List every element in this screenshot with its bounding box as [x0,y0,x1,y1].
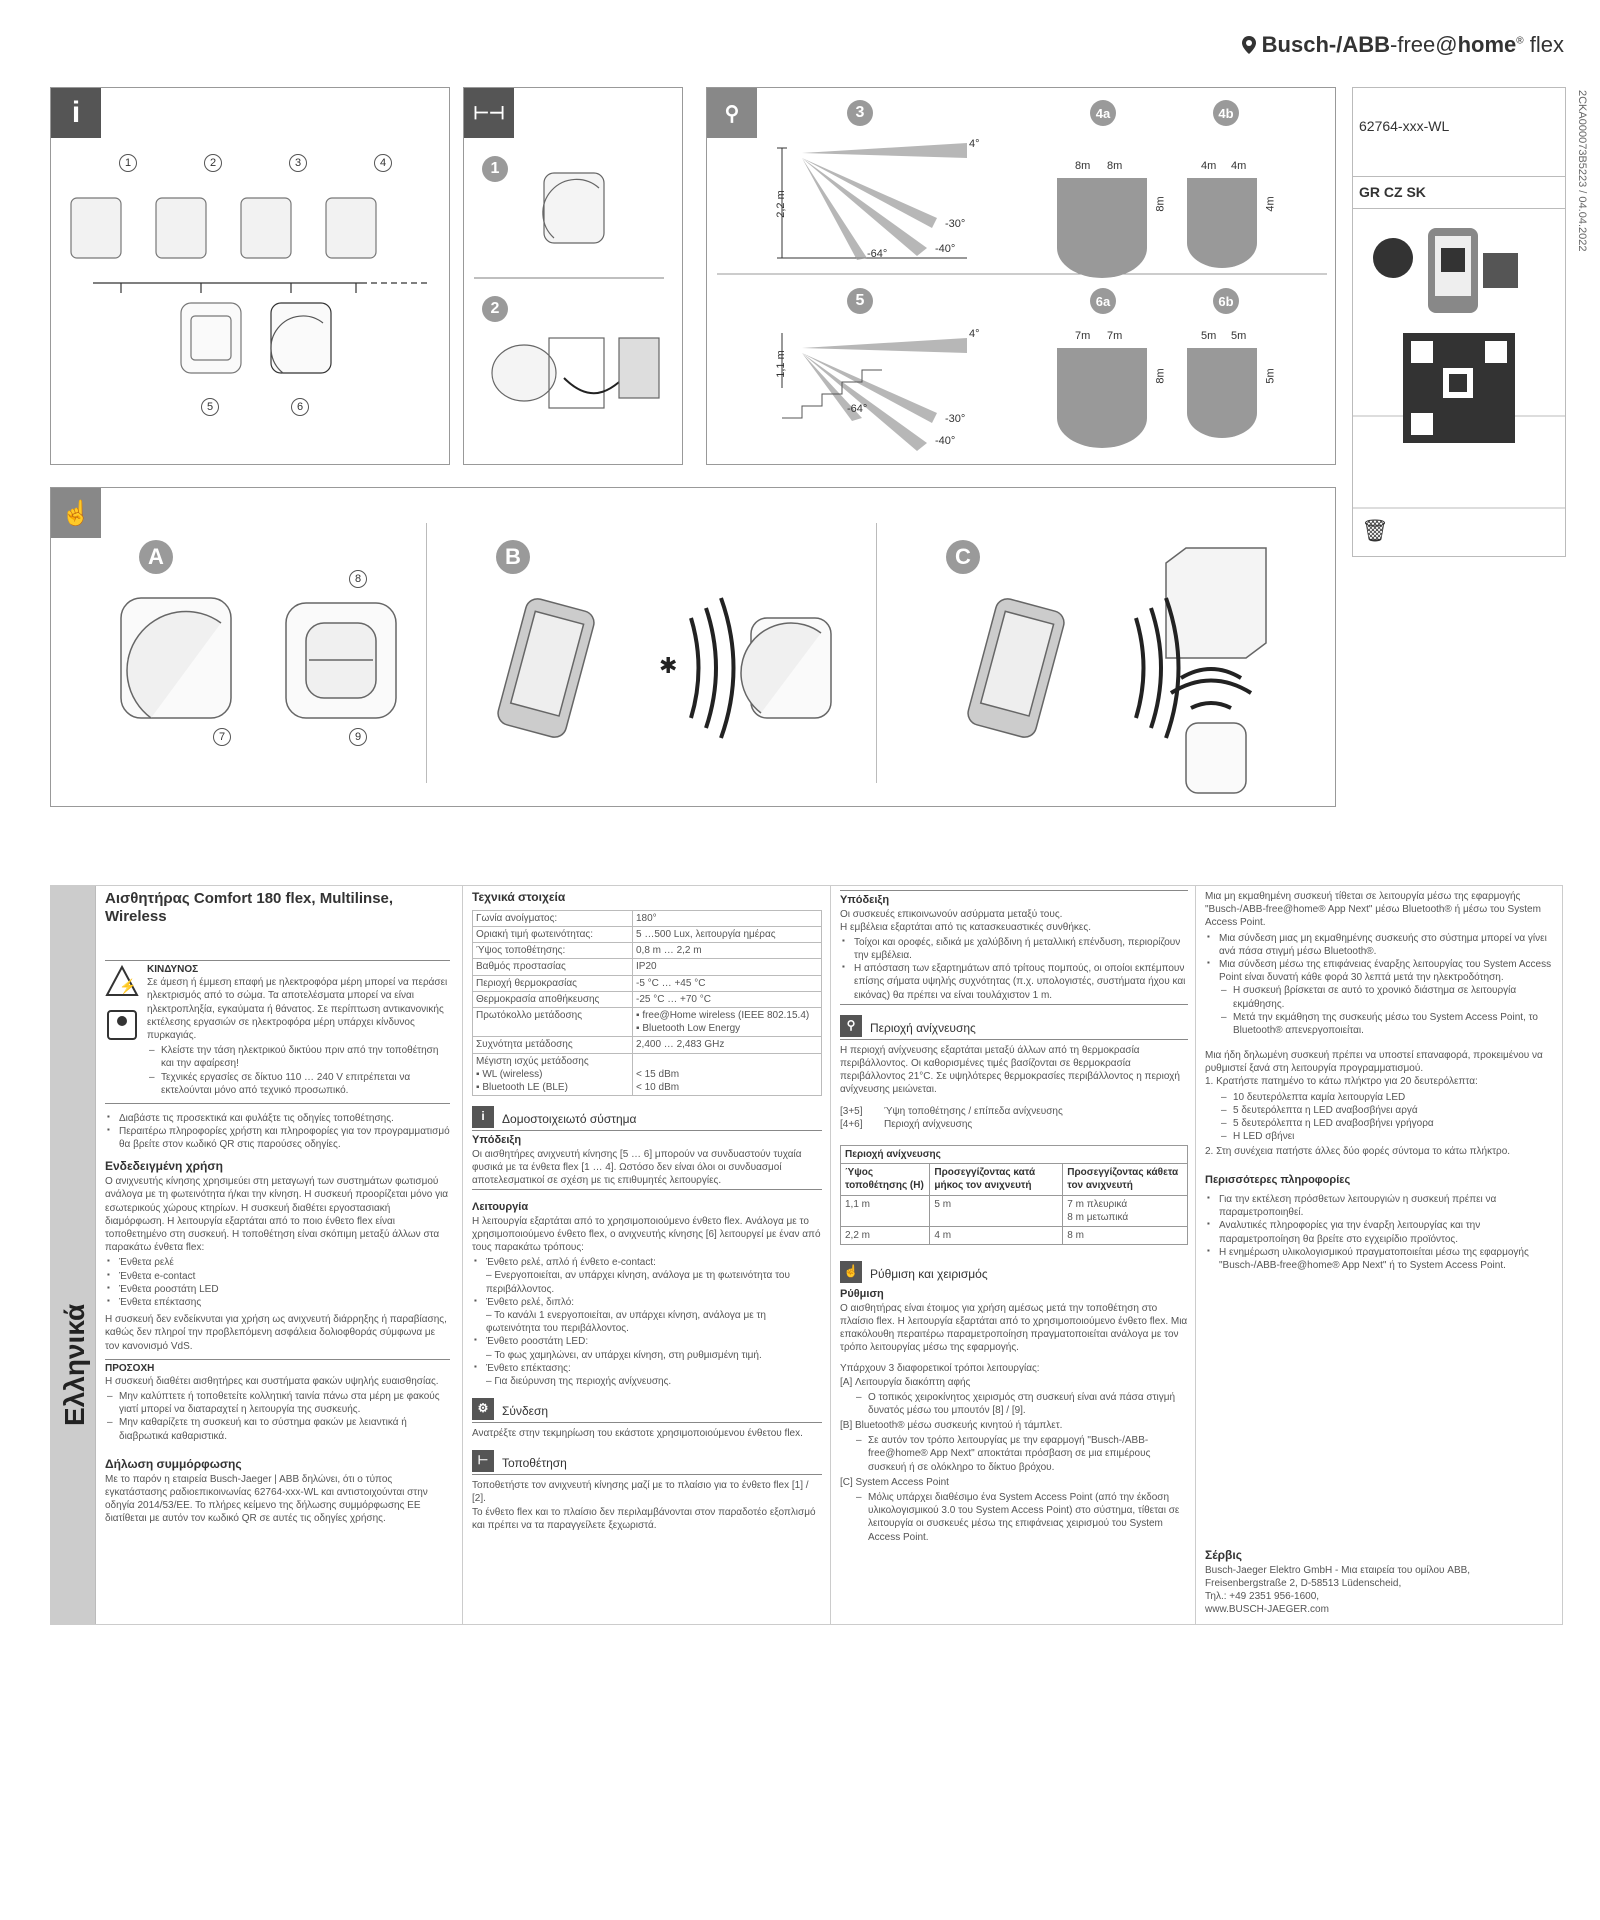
range-4a-w1: 8m [1075,160,1091,172]
angle-30-top: -30° [945,218,966,230]
column-2 [472,890,822,1532]
mode-c-badge: C [946,540,980,574]
modes-intro: Υπάρχουν 3 διαφορετικοί τρόποι λειτουργίας: [840,1363,1040,1375]
callout-8: 8 [349,570,367,588]
mounting-panel [463,87,683,465]
callout-5: 5 [201,398,219,416]
range-fig-6a: 6a [1090,288,1116,314]
svg-text:✱: ✱ [659,654,678,679]
callout-3: 3 [289,154,307,172]
note-1: ▪ Διαβάστε τις προσεκτικά και φυλάξτε τις οδηγίες τοποθέτησης. [105,1112,450,1125]
mounting-text: Τοποθετήστε τον ανιχνευτή κίνησης μαζί με το πλαίσιο για το ένθετο flex [1] / [2]. Το ένθετο flex και το πλαίσιο δεν περιλαμβάνονται στον παραδοτέο εξοπλισμό και πρέπει να τα παραγγείλετε ξεχωριστά. [472,1480,816,1531]
mounting-heading: ⊢ Τοποθέτηση [472,1450,822,1475]
product-title: Αισθητήρας Comfort 180 flex, Multilinse, Wireless [105,890,394,925]
radio-hint-item-2: ▪ Η απόσταση των εξαρτημάτων από τρίτους πομπούς, οι οποίοι εκπέμπουν επίσης σήματα υψηλής συχνότητας (π.χ. υπολογιστές, συστήματα ήχου και εικόνας) θα πρέπει να είναι τουλάχιστον 1 m. [840,962,1188,1002]
commission-text: Μια μη εκμαθημένη συσκευή τίθεται σε λειτουργία μέσω της εφαρμογής "Busch-/ABB-free@home® App Next" μέσω Bluetooth® ή μέσω του System Access Point. [1205,891,1541,929]
person-range-icon: ⚲ [707,88,757,138]
detection-range-table: Περιοχή ανίχνευσης Ύψος τοποθέτησης (H) Προσεγγίζοντας κατά μήκος τον ανιχνευτή Προσεγγίζοντας κάθετα τον ανιχνευτή 1,1 m 5 m 7 m πλευρικά 8 m μετωπικά 2,2 m 4 m 8 m [840,1145,1188,1245]
func-item-2: ▪ Ένθετο ρελέ, διπλό: – Το κανάλι 1 ενεργοποιείται, αν υπάρχει κίνηση, ανάλογα με τη φωτεινότητα του περιβάλλοντος. [472,1296,822,1336]
more-info-item-3: ▪ Η ενημέρωση υλικολογισμικού πραγματοποιείται μέσω της εφαρμογής "Busch-/ABB-free@home® App Next" ή το System Access Point. [1205,1246,1555,1272]
range-fig-3: 3 [847,100,873,126]
range-4a-h: 8m [1154,196,1167,212]
brand-logo [1242,32,1564,58]
height-label-top: 2,2 m [774,190,787,218]
language-label: Ελληνικά [59,1303,90,1426]
address-line-4[interactable]: www.BUSCH-JAEGER.com [1205,1604,1329,1616]
intended-use-text-2: Η συσκευή δεν ενδείκνυται για χρήση ως ανιχνευτή διάρρηξης ή παραβίασης, καθώς δεν πληροί την προβλεπόμενη ασφάλεια δολιοφθοράς σύμφωνα με τον κανονισμό VdS. [105,1314,447,1352]
angle-64-bottom: -64° [847,403,868,415]
document-code: 2CKA000073B5223 / 04.04.2022 [1576,90,1588,252]
range-4b-w2: 4m [1231,160,1247,172]
conformity-text: Με το παρόν η εταιρεία Busch-Jaeger | ABB δηλώνει, ότι ο τύπος εγκατάστασης ραδιοεπικοινωνίας 62764-xxx-WL και αντιστοιχούνται στην οδηγία 2014/53/ΕΕ. Το πλήρες κείμενο της δήλωσης συμμόρφωσης ΕΕ διατίθεται με αυτόν τον κωδικό QR σε αυτές τις οδηγίες χρήσης. [105,1473,428,1525]
range-6a-w2: 7m [1107,330,1123,342]
mode-c-text: – Μόλις υπάρχει διαθέσιμο ένα System Access Point (από την έκδοση υλικολογισμικού 3.0 του System Access Point) στο σύστημα, τίθεται σε λειτουργία οι συσκευές μέσω της επιφάνειας χειρισμού του System Access Point. [840,1491,1188,1544]
column-3 [840,890,1188,1546]
column-4 [1205,890,1555,1616]
radio-hint-text: Οι συσκευές επικοινωνούν ασύρματα μεταξύ τους. Η εμβέλεια εξαρτάται από τις κατασκευαστικές συνθήκες. [840,908,1091,933]
mode-b-title: [B] Bluetooth® μέσω συσκευής κινητού ή τάμπλετ. [840,1420,1063,1432]
angle-4-top: 4° [969,138,980,150]
danger-text: Σε άμεση ή έμμεση επαφή με ηλεκτροφόρα μέρη μπορεί να περάσει ηλεκτρισμός από το σώμα. Τα αποτελέσματα μπορεί να είναι ηλεκτροπληξία, εγκαύματα ή θάνατος. Σε περίπτωση αντικανονικής εκτέλεσης εργασιών σε ηλεκτροφόρα μέρη υπάρχει κίνδυνος πυρκαγιάς. [147,977,448,1041]
mode-a-title: [A] Λειτουργία διακόπτη αφής [840,1376,971,1388]
hint-text: Οι αισθητήρες ανιχνευτή κίνησης [5 … 6] μπορούν να συνδυαστούν τυχαία φυσικά με τα ένθετα flex [1 … 4]. Ωστόσο δεν είναι όλοι οι συνδυασμοί αποτελεσματικοί σε σχέση με τις επιθυμητές λειτουργίες. [472,1148,822,1191]
commission-item-2: ▪ Μια σύνδεση μέσω της επιφάνειας έναρξης λειτουργίας του System Access Point είναι δυνατή κάθε φορά 30 λεπτά μετά την ηλεκτροδότηση. [1205,958,1555,984]
attention-title: ΠΡΟΣΟΧΗ [105,1362,155,1374]
weee-bin-icon: 🗑 [1361,518,1389,543]
settings-text: Ο αισθητήρας είναι έτοιμος για χρήση αμέσως μετά την τοποθέτηση στο πλαίσιο flex. Η λειτουργία εξαρτάται από το χρησιμοποιούμενο ένθετο flex. Μια επακόλουθη περαιτέρω παραμετροποίηση πραγματοποιείται ανάλογα με τον τρόπο λειτουργίας μέσω της εφαρμογής. [840,1302,1188,1354]
commission-sub-1: – Η συσκευή βρίσκεται σε αυτό το χρονικό διάστημα σε λειτουργία εκμάθησης. [1205,984,1555,1010]
conformity-title: Δήλωση συμμόρφωσης [105,1456,242,1471]
attention-item-2: – Μην καθαρίζετε τη συσκευή και το σύστημα φακών με λειαντικά ή διαβρωτικά καθαριστικά. [105,1416,450,1442]
angle-64-top: -64° [867,248,888,260]
operation-panel [50,487,1336,807]
mode-a-text: – Ο τοπικός χειροκίνητος χειρισμός στη συσκευή είναι ανά πάσα στιγμή δυνατός μέσω του μπουτόν [8] / [9]. [840,1391,1188,1417]
intended-use-title: Ενδεδειγμένη χρήση [105,1159,223,1174]
mount-step-1: 1 [482,156,508,182]
range-6b-w2: 5m [1231,330,1247,342]
brand-free: -free@ [1390,32,1458,57]
reset-sub-1: – 10 δευτερόλεπτα καμία λειτουργία LED [1205,1091,1555,1104]
callout-1: 1 [119,154,137,172]
reset-sub-3: – 5 δευτερόλεπτα η LED αναβοσβήνει γρήγορα [1205,1117,1555,1130]
danger-item-1: – Κλείστε την τάση ηλεκτρικού δικτύου πριν από την τοποθέτηση και την αφαίρεση! [147,1044,450,1070]
system-overview-panel [50,87,450,465]
angle-4-bottom: 4° [969,328,980,340]
range-4b-w1: 4m [1201,160,1217,172]
func-item-1: ▪ Ένθετο ρελέ, απλό ή ένθετο e-contact: – Ενεργοποιείται, αν υπάρχει κίνηση, ανάλογα με τη φωτεινότητα του περιβάλλοντος. [472,1256,822,1296]
connection-text: Ανατρέξτε στην τεκμηρίωση του εκάστοτε χρησιμοποιούμενου ένθετου flex. [472,1428,803,1440]
person-icon: ⚲ [840,1015,862,1037]
brand-busch: Busch- [1261,32,1337,57]
modular-system-heading: i Δομοστοιχειωτό σύστημα [472,1106,822,1131]
reset-text: Μια ήδη δηλωμένη συσκευή πρέπει να υποστεί επαναφορά, προκειμένου να ρυθμιστεί ξανά στη λειτουργία προγραμματισμού. [1205,1050,1543,1075]
function-text: Η λειτουργία εξαρτάται από το χρησιμοποιούμενο ένθετο flex. Ανάλογα με το χρησιμοποιούμενο ένθετο flex, ο ανιχνευτής κίνησης [6] λειτουργεί με έναν από τους παρακάτω τρόπους: [472,1215,821,1254]
mode-b-badge: B [496,540,530,574]
tech-data-title: Τεχνικά στοιχεία [472,890,566,904]
callout-9: 9 [349,728,367,746]
brand-home: home [1457,32,1517,57]
legend-row-1: [3+5] Ύψη τοποθέτησης / επίπεδα ανίχνευσης [840,1105,1063,1117]
callout-6: 6 [291,398,309,416]
address-line-1: Busch-Jaeger Elektro GmbH - Μια εταιρεία του ομίλου ABB, [1205,1564,1471,1576]
radio-hint-item-1: ▪ Τοίχοι και οροφές, ειδικά με χαλύβδινη ή μεταλλική επένδυση, περιορίζουν την εμβέλεια. [840,936,1188,962]
address-line-3: Τηλ.: +49 2351 956-1600, [1205,1591,1320,1603]
callout-2: 2 [204,154,222,172]
range-6a-h: 8m [1154,368,1167,384]
danger-item-2: – Τεχνικές εργασίες σε δίκτυο 110 … 240 V επιτρέπεται να εκτελούνται μόνο από τεχνικό προσωπικό. [147,1071,450,1097]
connection-icon: ⚙ [472,1398,494,1420]
angle-30-bottom: -30° [945,413,966,425]
brand-reg: ® [1516,35,1524,47]
detection-text: Η περιοχή ανίχνευσης εξαρτάται μεταξύ άλλων από τη θερμοκρασία περιβάλλοντος. Οι καθορισμένες τιμές βασίζονται σε θερμοκρασία περιβάλλοντος 21°C. Σε υψηλότερες θερμοκρασίες περιβάλλοντος η περιοχή ανίχνευσης μειώνεται. [840,1039,1188,1097]
use-item-4: ▪ Ένθετα επέκτασης [105,1296,450,1309]
service-title: Σέρβις [1205,1548,1242,1562]
func-item-4: ▪ Ένθετο επέκτασης: – Για διεύρυνση της περιοχής ανίχνευσης. [472,1362,822,1388]
flex-inserts-figure [51,88,449,464]
location-pin-icon [1242,36,1256,54]
callout-7: 7 [213,728,231,746]
range-fig-6b: 6b [1213,288,1239,314]
range-fig-4a: 4a [1090,100,1116,126]
brand-flex: flex [1523,32,1564,57]
height-label-bottom: 1,1 m [774,350,787,378]
more-info-item-2: ▪ Αναλυτικές πληροφορίες για την έναρξη λειτουργίας και την παραμετροποίηση θα βρείτε στο εγχειρίδιο προϊόντος. [1205,1219,1555,1245]
mode-a-badge: A [139,540,173,574]
use-item-2: ▪ Ένθετα e-contact [105,1270,450,1283]
note-2: ▪ Περαιτέρω πληροφορίες χρήστη και πληροφορίες για τον προγραμματισμό θα βρείτε στον κωδικό QR στις παρούσες οδηγίες. [105,1125,450,1151]
mode-c-title: [C] System Access Point [840,1476,949,1488]
operation-figure [51,488,1335,806]
more-info-title: Περισσότερες πληροφορίες [1205,1173,1351,1186]
svg-text:⚡: ⚡ [119,978,137,994]
qr-figure [1353,208,1565,558]
angle-40-bottom: -40° [935,435,956,447]
use-item-1: ▪ Ένθετα ρελέ [105,1256,450,1269]
mount-step-2: 2 [482,296,508,322]
model-number: 62764-xxx-WL [1359,118,1450,134]
function-title: Λειτουργία [472,1201,529,1214]
commission-sub-2: – Μετά την εκμάθηση της συσκευής μέσω του System Access Point, το Bluetooth® απενεργοποιείται. [1205,1011,1555,1037]
range-4b-h: 4m [1264,196,1277,212]
range-6b-w1: 5m [1201,330,1217,342]
info-icon: i [472,1106,494,1128]
settings-subtitle: Ρύθμιση [840,1288,884,1301]
range-fig-4b: 4b [1213,100,1239,126]
range-6b-h: 5m [1264,368,1277,384]
detection-heading: ⚲ Περιοχή ανίχνευσης [840,1015,1188,1039]
mode-b-text: – Σε αυτόν τον τρόπο λειτουργίας με την εφαρμογή "Busch-/ABB-free@home® App Next" αποκτάται πρόσβαση σε μια επιμέρους συσκευή ή σε ολόκληρο το δίκτυο βρόχου. [840,1434,1188,1474]
intended-use-text: Ο ανιχνευτής κίνησης χρησιμεύει στη μεταγωγή των συστημάτων φωτισμού ανάλογα με τη φωτεινότητα ή/και την κίνηση. Η συσκευή προορίζεται μόνο για εσωτερικούς χώρους κτηρίων. Η συσκευή διαθέτει εργοστασιακή διαμόρφωση. Η λειτουργία εξαρτάται από το ποιο ένθετο flex είναι τοποθετημένο στη συσκευή. Η τοποθέτηση είναι σκόπιμη μεταξύ άλλων στα παρακάτω ένθετα flex: [105,1176,449,1254]
info-icon: i [51,88,101,138]
settings-heading: ☝ Ρύθμιση και χειρισμός [840,1261,1188,1285]
attention-item-1: – Μην καλύπτετε ή τοποθετείτε κολλητική ταινία πάνω στα μέρη με φακούς γιατί μπορεί να διαταραχτεί η λειτουργία της συσκευής. [105,1390,450,1416]
danger-title: ΚΙΝΔΥΝΟΣ [147,964,199,975]
radio-hint-title: Υπόδειξη [840,890,1188,908]
detection-range-panel [706,87,1336,465]
hint-title: Υπόδειξη [472,1134,522,1147]
more-info-item-1: ▪ Για την εκτέλεση πρόσθετων λειτουργιών η συσκευή πρέπει να παραμετροποιηθεί. [1205,1193,1555,1219]
reset-sub-4: – Η LED σβήνει [1205,1130,1555,1143]
commission-item-1: ▪ Μια σύνδεση μιας μη εκμαθημένης συσκευής στο σύστημα μπορεί να γίνει ανά πάσα στιγμή μέσω Bluetooth®. [1205,932,1555,958]
column-1 [105,890,450,1525]
range-fig-5: 5 [847,288,873,314]
range-4a-w2: 8m [1107,160,1123,172]
mounting-figure [464,88,682,464]
mounting-icon: ⊢⊣ [464,88,514,138]
danger-box [105,960,450,1099]
language-codes: GR CZ SK [1359,184,1426,200]
detection-range-figure [707,88,1335,464]
product-info-box [1352,87,1566,557]
connection-heading: ⚙ Σύνδεση [472,1398,822,1423]
func-item-3: ▪ Ένθετο ροοστάτη LED: – Το φως χαμηλώνει, αν υπάρχει κίνηση, στη ρυθμισμένη τιμή. [472,1335,822,1361]
tech-data-table: Γωνία ανοίγματος: 180° Οριακή τιμή φωτεινότητας: 5 …500 Lux, λειτουργία ημέρας Ύψος τοποθέτησης: 0,8 m … 2,2 m Βαθμός προστασίας IP20 Περιοχή θερμοκρασίας -5 °C … +45 °C Θερμοκρασία αποθήκευσης -25 °C … +70 °C Πρωτόκολλο μετάδοσης ▪ free@Home wireless (IEEE 802.15.4) ▪ Bluetooth Low Energy Συχνότητα μετάδοσης 2,400 … 2,483 GHz Μέγιστη ισχύς μετάδοσης ▪ WL (wireless) ▪ Bluetooth LE (BLE) < 15 dBm < 10 dBm [472,910,822,1096]
reset-sub-2: – 5 δευτερόλεπτα η LED αναβοσβήνει αργά [1205,1104,1555,1117]
attention-text: Η συσκευή διαθέτει αισθητήρες και συστήματα φακών υψηλής ευαισθησίας. [105,1375,439,1387]
hand-icon: ☝ [840,1261,862,1283]
hand-touch-icon: ☝ [51,488,101,538]
range-6a-w1: 7m [1075,330,1091,342]
brand-abb: /ABB [1336,32,1390,57]
callout-4: 4 [374,154,392,172]
legend-row-2: [4+6] Περιοχή ανίχνευσης [840,1118,973,1130]
reset-step-2: 2. Στη συνέχεια πατήστε άλλες δύο φορές σύντομα το κάτω πλήκτρο. [1205,1146,1511,1158]
reset-step-1: 1. Κρατήστε πατημένο το κάτω πλήκτρο για 20 δευτερόλεπτα: [1205,1076,1478,1088]
warning-triangle-icon [105,963,139,1043]
address-line-2: Freisenbergstraße 2, D-58513 Lüdenscheid, [1205,1578,1402,1590]
angle-40-top: -40° [935,243,956,255]
use-item-3: ▪ Ένθετα ροοστάτη LED [105,1283,450,1296]
mounting-icon: ⊢ [472,1450,494,1472]
language-sidebar [50,885,96,1625]
